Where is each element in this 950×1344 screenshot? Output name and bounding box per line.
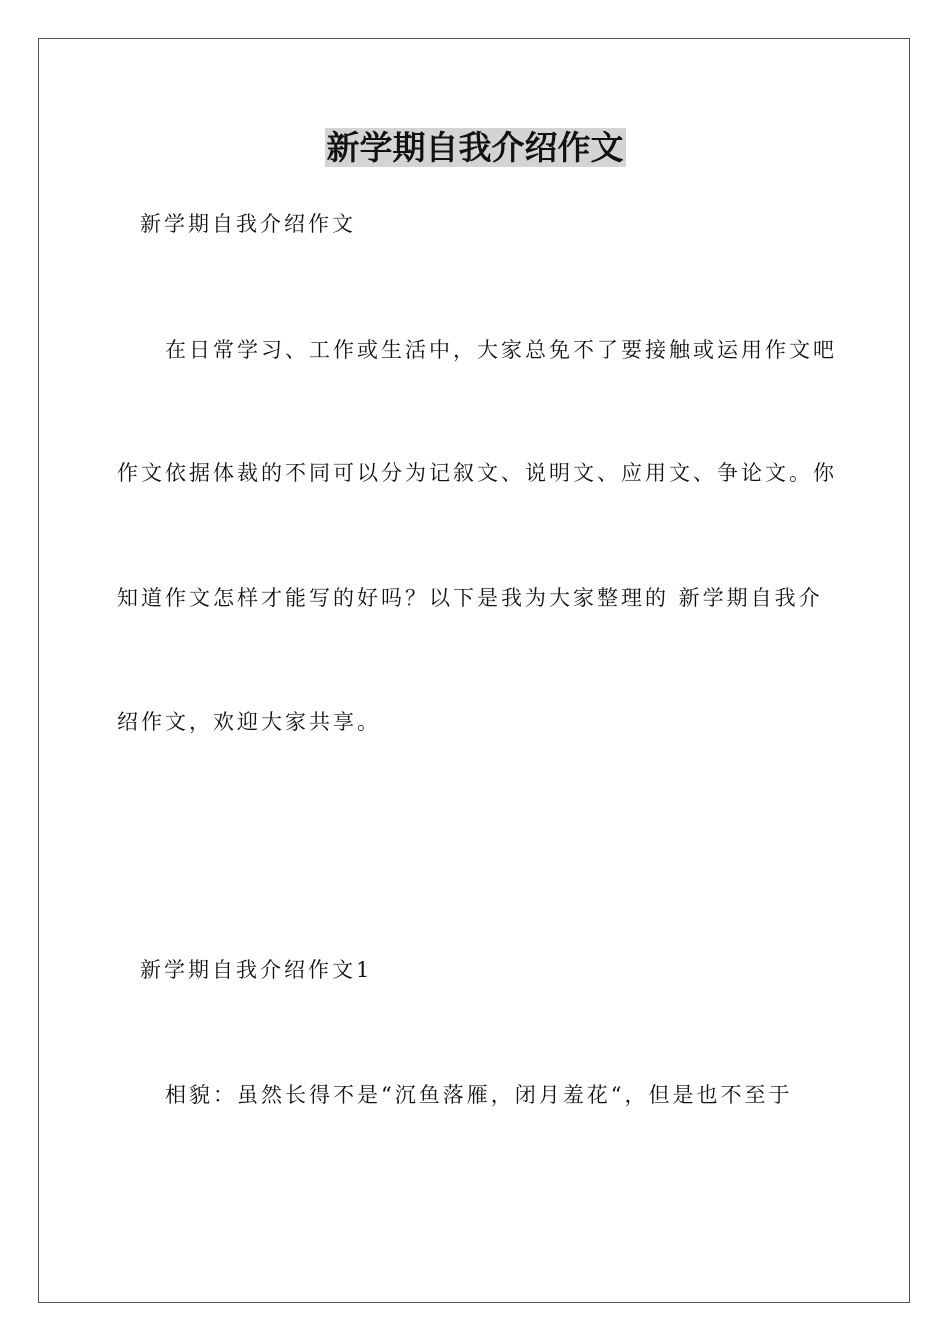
document-title <box>0 126 950 170</box>
paragraph-line: 作文依据体裁的不同可以分为记叙文、说明文、应用文、争论文。你 <box>117 461 837 485</box>
paragraph-line: 绍作文，欢迎大家共享。 <box>117 710 381 734</box>
paragraph-line: 知道作文怎样才能写的好吗？以下是我为大家整理的 新学期自我介 <box>117 586 823 610</box>
document-subtitle: 新学期自我介绍作文 <box>140 212 356 236</box>
paragraph-line: 相貌：虽然长得不是“沉鱼落雁，闭月羞花“，但是也不至于 <box>165 1083 793 1107</box>
paragraph-line: 在日常学习、工作或生活中，大家总免不了要接触或运用作文吧 <box>165 338 837 362</box>
document-title-text: 新学期自我介绍作文 <box>326 128 624 167</box>
section-heading: 新学期自我介绍作文1 <box>140 958 373 982</box>
